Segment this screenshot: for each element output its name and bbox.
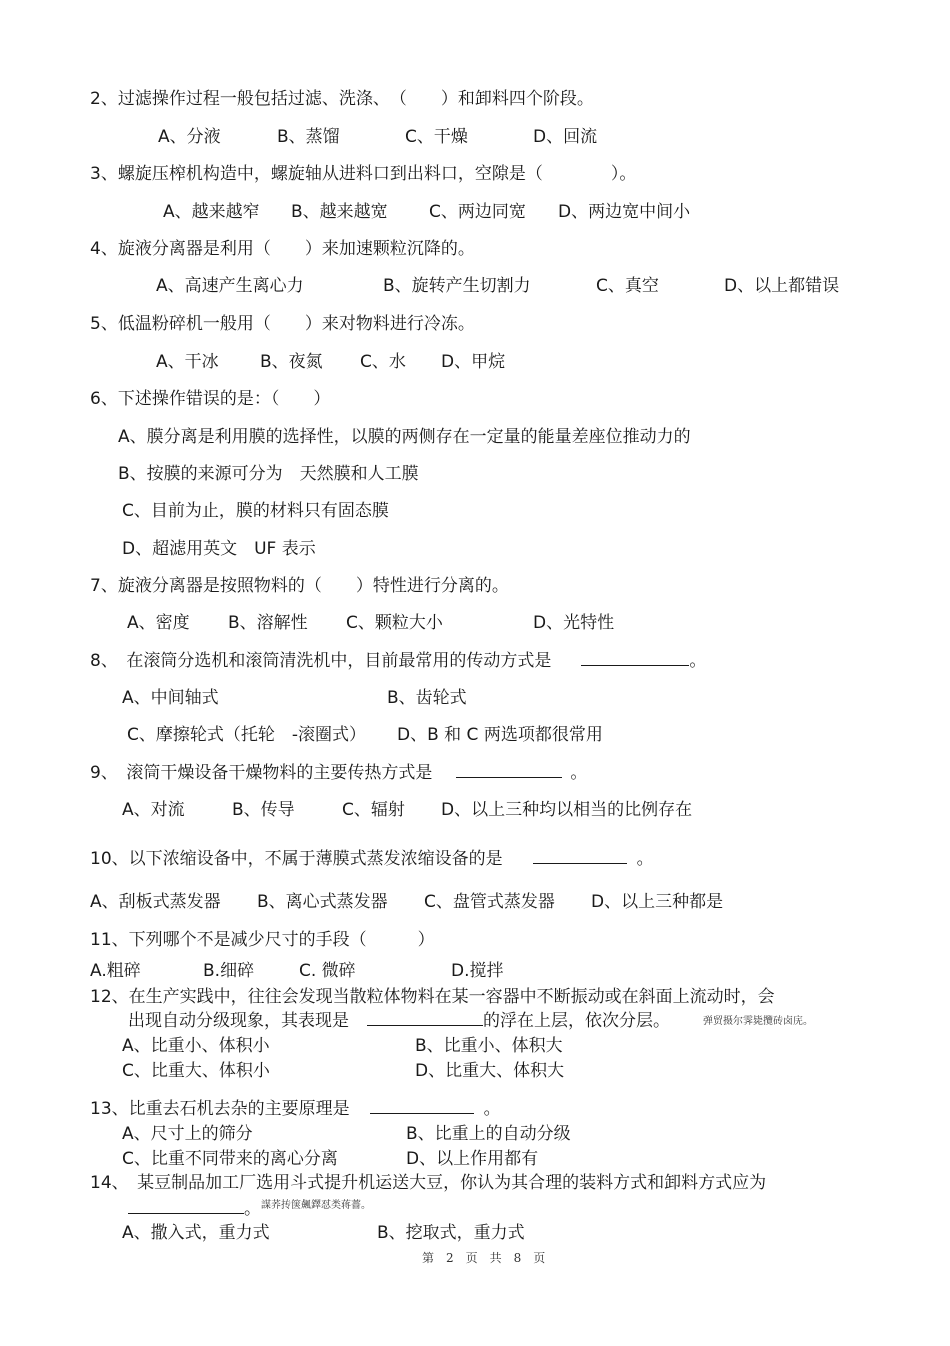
q12-stem-text-b: 的浮在上层，依次分层。 bbox=[483, 1011, 670, 1031]
q14-footnote: 謀荞抟箧飆鐸怼类蒋薔。 bbox=[261, 1200, 371, 1211]
q10-stem-end: 。 bbox=[636, 849, 654, 869]
q11-stem: 11、下列哪个不是减少尺寸的手段（ ） bbox=[90, 930, 435, 950]
q14-stem: 14、 某豆制品加工厂选用斗式提升机运送大豆，你认为其合理的装料方式和卸料方式应为 bbox=[90, 1173, 767, 1193]
q8-stem bbox=[90, 650, 706, 672]
q11-option-a: A.粗碎 bbox=[90, 961, 141, 981]
q14-answer-blank bbox=[128, 1198, 244, 1214]
q3-stem: 3、螺旋压榨机构造中，螺旋轴从进料口到出料口，空隙是（ ）。 bbox=[90, 164, 637, 184]
q9-answer-blank bbox=[456, 762, 562, 778]
q5-option-a: A、干冰 bbox=[156, 352, 219, 372]
q2-option-c: C、干燥 bbox=[405, 127, 468, 147]
q6-option-d: D、超滤用英文 UF 表示 bbox=[122, 539, 316, 559]
q2-option-d: D、回流 bbox=[533, 127, 598, 147]
q6-stem: 6、下述操作错误的是：（ ） bbox=[90, 389, 331, 409]
q7-option-d: D、光特性 bbox=[533, 613, 615, 633]
q5-stem: 5、低温粉碎机一般用（ ）来对物料进行冷冻。 bbox=[90, 314, 475, 334]
q13-option-a: A、尺寸上的筛分 bbox=[122, 1124, 253, 1144]
q7-stem: 7、旋液分离器是按照物料的（ ）特性进行分离的。 bbox=[90, 576, 509, 596]
q12-stem-text-a: 出现自动分级现象，其表现是 bbox=[128, 1011, 349, 1031]
q11-option-b: B.细碎 bbox=[203, 961, 255, 981]
q4-option-b: B、旋转产生切割力 bbox=[383, 276, 531, 296]
q14-option-b: B、挖取式，重力式 bbox=[377, 1223, 525, 1243]
q5-option-b: B、夜氮 bbox=[260, 352, 323, 372]
q5-option-d: D、甲烷 bbox=[441, 352, 506, 372]
q7-option-b: B、溶解性 bbox=[228, 613, 308, 633]
page-footer: 第 2 页 共 8 页 bbox=[422, 1251, 546, 1265]
q11-option-c: C. 微碎 bbox=[299, 961, 356, 981]
q7-option-c: C、颗粒大小 bbox=[346, 613, 443, 633]
q13-stem bbox=[90, 1098, 501, 1120]
q9-option-d: D、以上三种均以相当的比例存在 bbox=[441, 800, 693, 820]
q4-option-a: A、高速产生离心力 bbox=[156, 276, 304, 296]
q2-option-a: A、分液 bbox=[158, 127, 221, 147]
q8-option-d: D、B 和 C 两选项都很常用 bbox=[397, 725, 603, 745]
q9-option-a: A、对流 bbox=[122, 800, 185, 820]
q10-option-b: B、离心式蒸发器 bbox=[257, 892, 388, 912]
q12-option-d: D、比重大、体积大 bbox=[415, 1061, 565, 1081]
q3-option-a: A、越来越窄 bbox=[163, 202, 260, 222]
q12-answer-blank bbox=[367, 1010, 483, 1026]
q8-option-b: B、齿轮式 bbox=[387, 688, 467, 708]
q12-footnote: 弹贸摄尔霁毙攬砖卤庑。 bbox=[703, 1016, 813, 1027]
q13-option-b: B、比重上的自动分级 bbox=[406, 1124, 571, 1144]
q4-option-c: C、真空 bbox=[596, 276, 659, 296]
q9-stem-end: 。 bbox=[570, 763, 588, 783]
q5-option-c: C、水 bbox=[360, 352, 406, 372]
q12-stem-line1: 12、在生产实践中，往往会发现当散粒体物料在某一容器中不断振动或在斜面上流动时，会 bbox=[90, 987, 775, 1007]
q10-answer-blank bbox=[533, 848, 627, 864]
q14-answer-line bbox=[128, 1198, 261, 1220]
q10-stem-text: 10、以下浓缩设备中，不属于薄膜式蒸发浓缩设备的是 bbox=[90, 849, 503, 869]
q9-option-b: B、传导 bbox=[232, 800, 295, 820]
q10-option-d: D、以上三种都是 bbox=[591, 892, 724, 912]
q13-stem-text: 13、比重去石机去杂的主要原理是 bbox=[90, 1099, 350, 1119]
q14-option-a: A、撒入式，重力式 bbox=[122, 1223, 270, 1243]
q10-stem bbox=[90, 848, 654, 870]
q9-stem bbox=[90, 762, 587, 784]
q8-stem-end: 。 bbox=[689, 651, 707, 671]
q4-option-d: D、以上都错误 bbox=[724, 276, 840, 296]
q3-option-d: D、两边宽中间小 bbox=[558, 202, 691, 222]
q13-option-d: D、以上作用都有 bbox=[406, 1149, 539, 1169]
q8-answer-blank bbox=[581, 650, 689, 666]
q3-option-b: B、越来越宽 bbox=[291, 202, 388, 222]
q8-option-a: A、中间轴式 bbox=[122, 688, 219, 708]
q3-option-c: C、两边同宽 bbox=[429, 202, 526, 222]
q7-option-a: A、密度 bbox=[127, 613, 190, 633]
q9-option-c: C、辐射 bbox=[342, 800, 405, 820]
q8-option-c: C、摩擦轮式（托轮 -滚圈式） bbox=[127, 725, 367, 745]
q12-option-b: B、比重小、体积大 bbox=[415, 1036, 563, 1056]
q6-option-b: B、按膜的来源可分为 天然膜和人工膜 bbox=[118, 464, 419, 484]
q10-option-c: C、盘管式蒸发器 bbox=[424, 892, 555, 912]
q13-answer-blank bbox=[370, 1098, 474, 1114]
q12-option-a: A、比重小、体积小 bbox=[122, 1036, 270, 1056]
q4-stem: 4、旋液分离器是利用（ ）来加速颗粒沉降的。 bbox=[90, 239, 475, 259]
q10-option-a: A、刮板式蒸发器 bbox=[90, 892, 221, 912]
q13-option-c: C、比重不同带来的离心分离 bbox=[122, 1149, 338, 1169]
q6-option-c: C、目前为止，膜的材料只有固态膜 bbox=[122, 501, 389, 521]
q12-stem-line2 bbox=[128, 1010, 670, 1032]
q11-option-d: D.搅拌 bbox=[451, 961, 504, 981]
q12-option-c: C、比重大、体积小 bbox=[122, 1061, 270, 1081]
q13-stem-end: 。 bbox=[483, 1099, 501, 1119]
q2-stem: 2、过滤操作过程一般包括过滤、洗涤、 （ ）和卸料四个阶段。 bbox=[90, 89, 594, 109]
q9-stem-text: 9、 滚筒干燥设备干燥物料的主要传热方式是 bbox=[90, 763, 433, 783]
q14-stem-end: 。 bbox=[244, 1199, 261, 1219]
q6-option-a: A、膜分离是利用膜的选择性，以膜的两侧存在一定量的能量差座位推动力的 bbox=[118, 427, 691, 447]
q2-option-b: B、蒸馏 bbox=[277, 127, 340, 147]
q8-stem-text: 8、 在滚筒分选机和滚筒清洗机中，目前最常用的传动方式是 bbox=[90, 651, 552, 671]
